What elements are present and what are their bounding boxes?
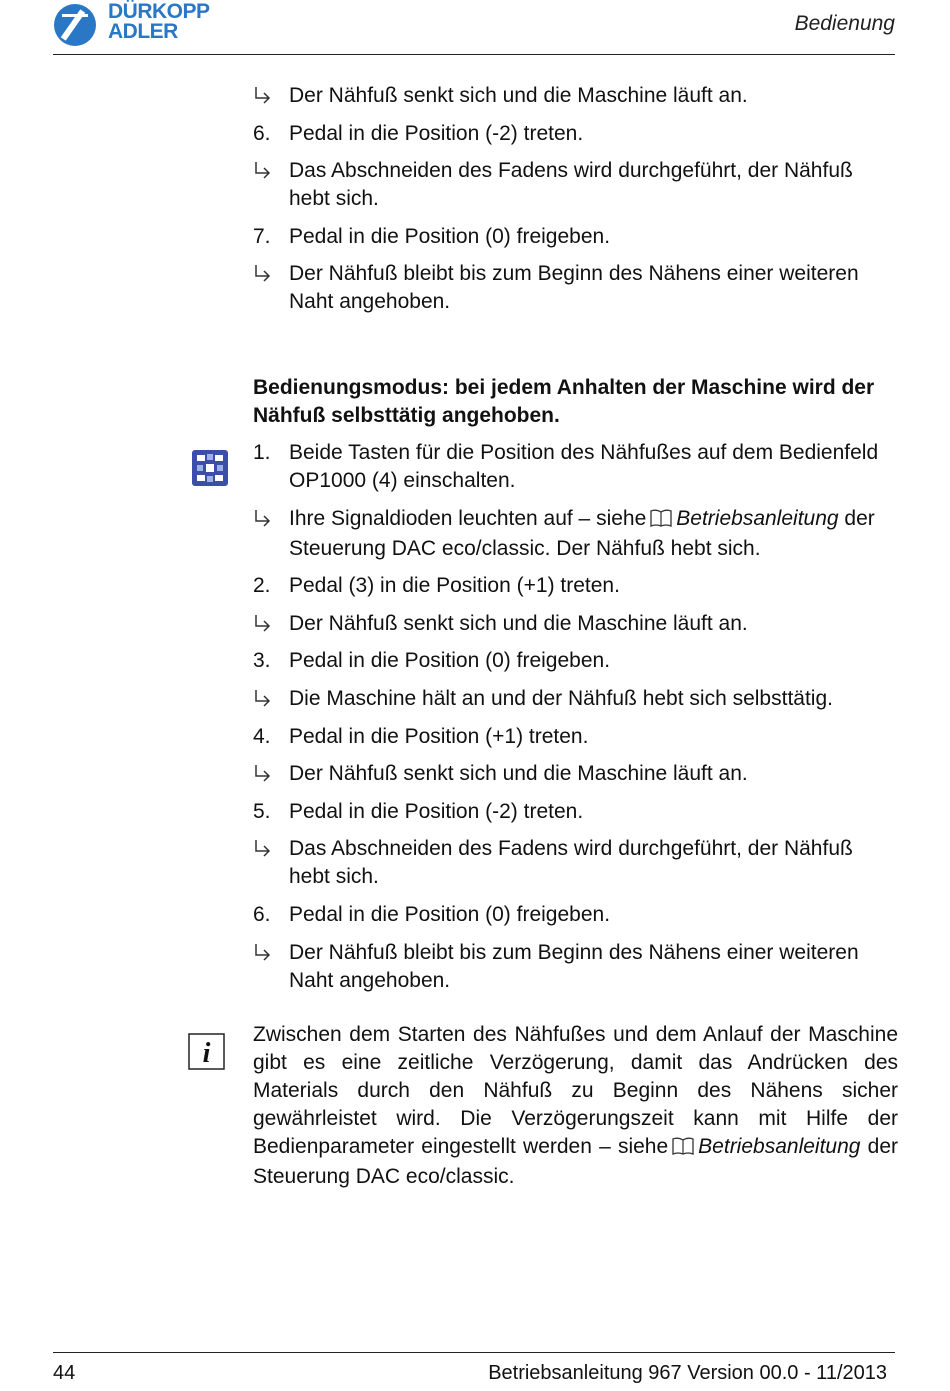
- footer-divider: [53, 1352, 895, 1353]
- step-item: [253, 572, 898, 600]
- document-reference: Betriebsanleitung 967 Version 00.0 - 11/2013: [488, 1362, 887, 1384]
- step-number: 7.: [253, 224, 271, 248]
- note-text-end: der Steuerung DAC eco/classic.: [253, 1135, 898, 1188]
- step-number: 1.: [253, 441, 271, 464]
- result-arrow-icon: [253, 157, 277, 183]
- logo-mark-icon: [53, 2, 105, 48]
- step-text: Pedal in die Position (+1) treten.: [289, 724, 589, 748]
- step-text: Pedal in die Position (-2) treten.: [289, 121, 584, 145]
- result-text: Das Abschneiden des Fadens wird durchgeführt, der Nähfuß hebt sich.: [289, 159, 853, 211]
- step-number: 2.: [253, 574, 271, 598]
- result-arrow-icon: [253, 685, 277, 711]
- result-arrow-icon: [253, 939, 277, 965]
- step-item: [253, 901, 898, 929]
- top-step-list: [253, 82, 898, 326]
- result-item: [253, 835, 898, 891]
- step-number: 3.: [253, 649, 271, 673]
- step-number: 4.: [253, 724, 271, 748]
- result-arrow-icon: [253, 260, 277, 286]
- result-text-end: der Steuerung DAC eco/classic. Der Nähfuß hebt sich.: [289, 506, 875, 560]
- step-item: [253, 120, 898, 148]
- result-item: [253, 157, 898, 213]
- step-text: Beide Tasten für die Position des Nähfußes auf dem Bedienfeld OP1000 (4) einschalten.: [289, 441, 879, 492]
- result-text-start: Ihre Signaldioden leuchten auf – siehe: [289, 506, 647, 530]
- note-manual-reference: Betriebsanleitung: [698, 1135, 861, 1158]
- step-number: 6.: [253, 121, 271, 145]
- step-item: [253, 798, 898, 826]
- mode-heading: Bedienungsmodus: bei jedem Anhalten der Maschine wird der Nähfuß selbsttätig angehoben.: [253, 376, 875, 427]
- result-text: Der Nähfuß senkt sich und die Maschine läuft an.: [289, 762, 748, 786]
- result-item: [253, 505, 898, 563]
- result-text: Der Nähfuß senkt sich und die Maschine läuft an.: [289, 84, 748, 107]
- result-arrow-icon: [253, 82, 277, 108]
- info-icon: [188, 1033, 225, 1076]
- manual-reference: Betriebsanleitung: [676, 506, 839, 530]
- result-arrow-icon: [253, 760, 277, 786]
- result-item: [253, 82, 898, 110]
- result-text: [289, 507, 875, 560]
- brand-line-1: DÜRKOPP: [108, 0, 210, 23]
- result-text: Der Nähfuß bleibt bis zum Beginn des Nähens einer weiteren Naht angehoben.: [289, 940, 859, 992]
- control-panel-key-icon: [192, 450, 228, 492]
- header-divider: [53, 54, 895, 55]
- result-text: Der Nähfuß senkt sich und die Maschine läuft an.: [289, 611, 748, 635]
- manual-book-icon: [672, 1135, 694, 1163]
- result-arrow-icon: [253, 610, 277, 636]
- step-item: [253, 223, 898, 251]
- step-text: Pedal in die Position (0) freigeben.: [289, 649, 611, 673]
- section-title: Bedienung: [794, 12, 895, 35]
- result-item: [253, 939, 898, 995]
- mode-section: [253, 374, 898, 1004]
- step-item: [253, 439, 898, 495]
- result-text: Das Abschneiden des Fadens wird durchgeführt, der Nähfuß hebt sich.: [289, 837, 853, 889]
- step-text: Pedal in die Position (-2) treten.: [289, 799, 584, 823]
- result-item: [253, 685, 898, 713]
- step-number: 6.: [253, 902, 271, 926]
- step-text: Pedal in die Position (0) freigeben.: [289, 902, 611, 926]
- result-item: [253, 760, 898, 788]
- result-text: Der Nähfuß bleibt bis zum Beginn des Nähens einer weiteren Naht angehoben.: [289, 262, 859, 314]
- step-item: [253, 647, 898, 675]
- mode-step-list: [253, 439, 898, 995]
- result-item: [253, 260, 898, 316]
- step-number: 5.: [253, 799, 271, 823]
- page-number: 44: [53, 1362, 76, 1384]
- info-note: [253, 1021, 898, 1191]
- step-text: Pedal in die Position (0) freigeben.: [289, 224, 611, 248]
- result-text: Die Maschine hält an und der Nähfuß hebt sich selbsttätig.: [289, 686, 833, 710]
- result-arrow-icon: [253, 505, 277, 531]
- result-arrow-icon: [253, 835, 277, 861]
- step-text: Pedal (3) in die Position (+1) treten.: [289, 574, 620, 598]
- step-item: [253, 723, 898, 751]
- brand-line-2: ADLER: [108, 20, 178, 43]
- svg-text:i: i: [202, 1038, 211, 1069]
- result-item: [253, 610, 898, 638]
- manual-book-icon: [650, 507, 672, 535]
- brand-name: [108, 2, 210, 42]
- note-text: Zwischen dem Starten des Nähfußes und dem Anlauf der Maschine gibt es eine zeitliche Verzögerung, damit das Andrücken des Materials durch den Nähfuß zu Beginn des Nähens sicher gewährleistet wird. Die Verzögerungszeit kann mit Hilfe der Bedienparameter eingestellt werden – siehe: [253, 1023, 898, 1158]
